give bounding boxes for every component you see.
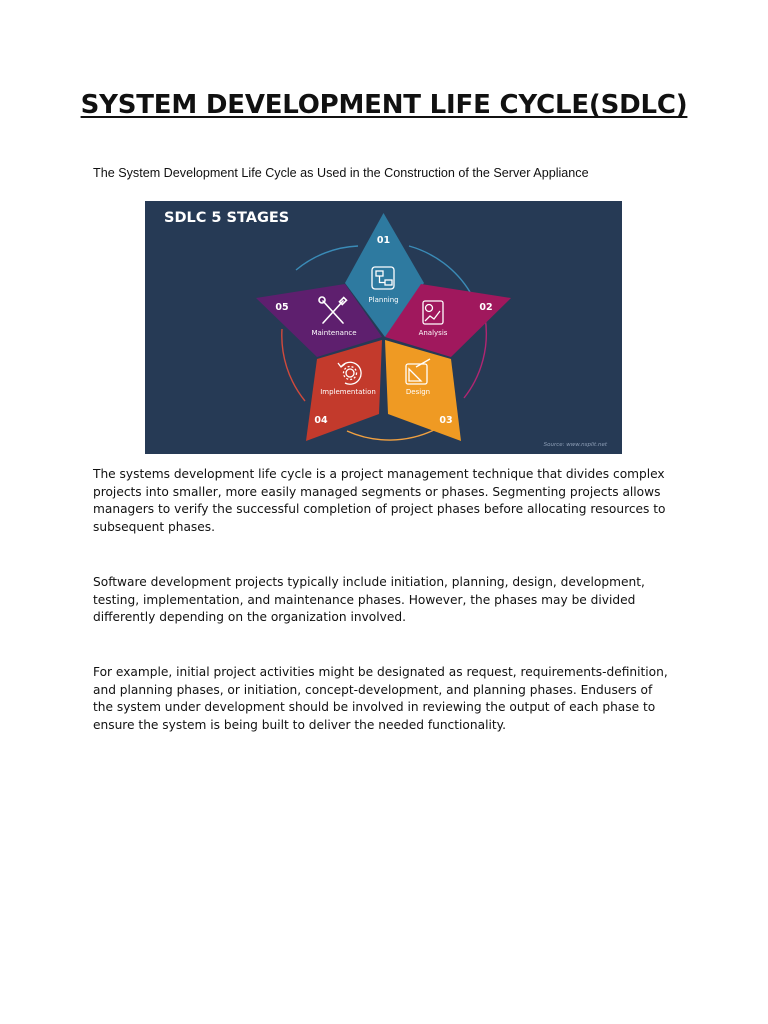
stage-04-label: Implementation: [320, 388, 376, 396]
figure-caption: The System Development Life Cycle as Used in the Construction of the Server Appliance: [93, 166, 589, 180]
stage-03-number: 03: [439, 415, 453, 426]
stage-02-number: 02: [479, 302, 493, 313]
figure-heading: SDLC 5 STAGES: [164, 210, 290, 226]
body-paragraph-3: For example, initial project activities might be designated as request, requirements-definition, and planning phases, or initiation, concept-development, and planning phases. Endusers of the system under development should be involved in reviewing the output of each phase to ensure the system is being built to deliver the needed functionality.: [93, 665, 668, 733]
stage-01-number: 01: [376, 235, 391, 246]
stage-05-number: 05: [275, 302, 289, 313]
stage-03-label: Design: [405, 388, 431, 396]
sdlc-stages-figure: [145, 201, 622, 454]
stage-04-number: 04: [314, 415, 328, 426]
stage-01-label: Planning: [368, 296, 399, 304]
document-title: SYSTEM DEVELOPMENT LIFE CYCLE(SDLC): [80, 90, 688, 120]
body-paragraph-2: Software development projects typically include initiation, planning, design, development, testing, implementation, and maintenance phases. However, the phases may be divided differently depending on the organization involved.: [93, 575, 645, 625]
stage-05-label: Maintenance: [311, 329, 357, 337]
stage-02-label: Analysis: [418, 329, 448, 337]
figure-source: Source: www.nsplit.net: [543, 442, 607, 448]
body-paragraph-1: The systems development life cycle is a project management technique that divides complex projects into smaller, more easily managed segments or phases. Segmenting projects allows managers to verify the successful completion of project phases before allocating resources to subsequent phases.: [93, 467, 666, 535]
